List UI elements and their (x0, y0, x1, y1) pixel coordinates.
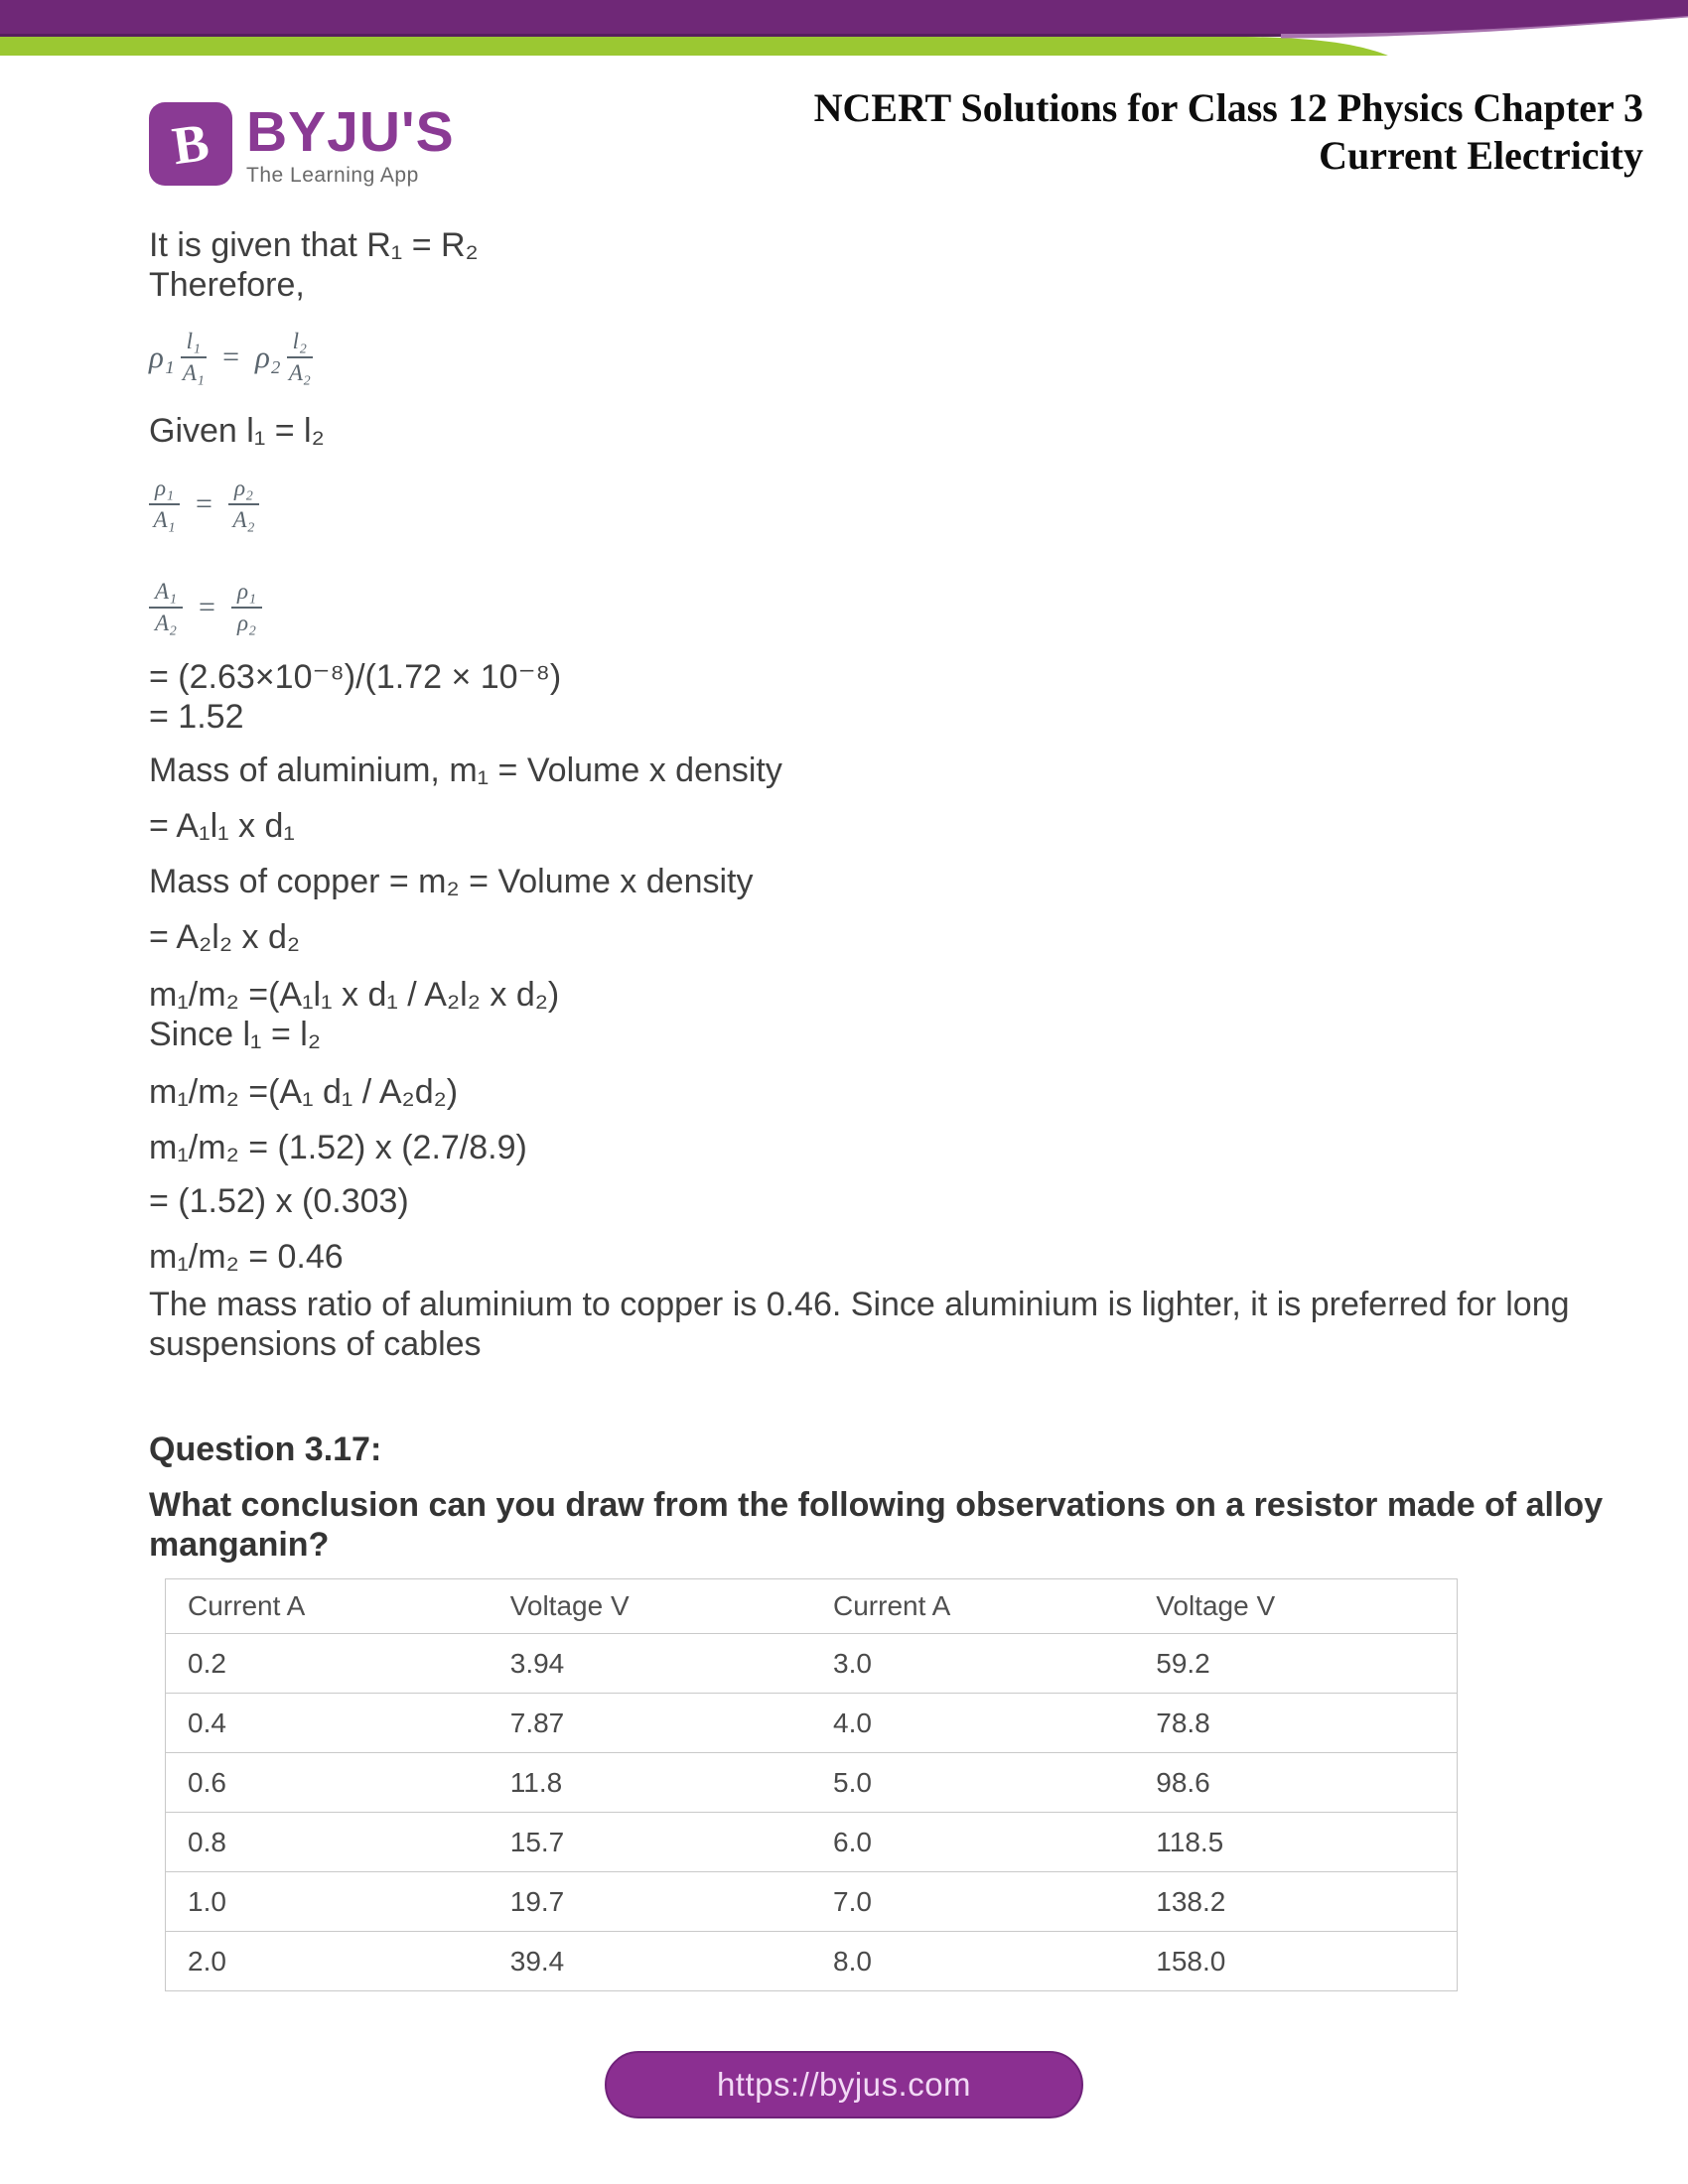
byjus-logo-text (246, 102, 455, 188)
text-line: What conclusion can you draw from the following observations on a resistor made of alloy (149, 1486, 1604, 1524)
text-line: = (2.63×10⁻⁸)/(1.72 × 10⁻⁸) (149, 658, 562, 696)
eq-fraction (231, 578, 262, 637)
table-cell: 4.0 (811, 1694, 1134, 1753)
eq-numerator: ρ₂ (228, 475, 259, 505)
table-cell: 11.8 (489, 1753, 811, 1813)
table-cell: 19.7 (489, 1872, 811, 1932)
footer (149, 2051, 1539, 2118)
table-cell: 7.0 (811, 1872, 1134, 1932)
eq-denominator: A₂ (232, 507, 255, 532)
paragraph-conclusion (149, 1285, 1570, 1364)
eq-denominator: A₁ (153, 507, 176, 532)
table-cell: 78.8 (1134, 1694, 1457, 1753)
eq-numerator: l₂ (287, 328, 313, 358)
text-line: = 1.52 (149, 698, 244, 736)
eq-numerator: l₁ (181, 328, 207, 358)
byjus-logo-icon (149, 102, 232, 186)
text-line: manganin? (149, 1526, 330, 1564)
paragraph-ratio-2: m₁/m₂ =(A₁ d₁ / A₂d₂) (149, 1073, 459, 1111)
solution-content (0, 199, 1688, 2118)
table-header-cell: Current A (811, 1579, 1134, 1634)
byjus-brand-name: BYJU'S (246, 100, 455, 164)
paragraph-given-r (149, 225, 1539, 305)
eq-term: ρ₁ (149, 340, 175, 374)
paragraph-mass-aluminium: Mass of aluminium, m₁ = Volume x density (149, 751, 782, 789)
eq-fraction (149, 578, 183, 637)
document-title (814, 84, 1643, 180)
equation-rho-l-over-a (149, 324, 1539, 391)
table-row (166, 1813, 1458, 1872)
table-cell: 118.5 (1134, 1813, 1457, 1872)
text-line: Since l₁ = l₂ (149, 1016, 322, 1053)
eq-fraction (181, 328, 207, 387)
table-row (166, 1634, 1458, 1694)
byjus-tagline: The Learning App (246, 164, 419, 187)
equation-a-ratio (149, 574, 1539, 641)
eq-fraction (149, 475, 180, 534)
equation-rho-over-a (149, 471, 1539, 538)
table-header-cell: Current A (166, 1579, 489, 1634)
table-cell: 1.0 (166, 1872, 489, 1932)
table-cell: 0.2 (166, 1634, 489, 1694)
table-row (166, 1872, 1458, 1932)
paragraph-calculation (149, 657, 1539, 737)
table-cell: 98.6 (1134, 1753, 1457, 1813)
paragraph-ratio-1 (149, 975, 1539, 1054)
paragraph-ratio-3: m₁/m₂ = (1.52) x (2.7/8.9) (149, 1129, 527, 1166)
text-line: The mass ratio of aluminium to copper is 0.46. Since aluminium is lighter, it is preferred for long (149, 1286, 1570, 1323)
eq-denominator: A₁ (182, 360, 205, 385)
observations-table-head (166, 1579, 1458, 1634)
document-title-line2: Current Electricity (1319, 133, 1643, 178)
table-header-cell: Voltage V (1134, 1579, 1457, 1634)
text-line: It is given that R₁ = R₂ (149, 226, 479, 264)
question-label: Question 3.17: (149, 1431, 382, 1468)
table-cell: 7.87 (489, 1694, 811, 1753)
table-row (166, 1932, 1458, 1991)
text-line: suspensions of cables (149, 1325, 482, 1363)
table-cell: 15.7 (489, 1813, 811, 1872)
byjus-url-button[interactable]: https://byjus.com (605, 2051, 1083, 2118)
paragraph-mass-copper-eq: = A₂l₂ x d₂ (149, 918, 301, 956)
eq-denominator: A₂ (288, 360, 311, 385)
purple-seam (0, 34, 1321, 37)
eq-equals: = (199, 591, 215, 623)
eq-fraction (287, 328, 313, 387)
eq-denominator: ρ₂ (236, 611, 257, 635)
text-line: m₁/m₂ =(A₁l₁ x d₁ / A₂l₂ x d₂) (149, 976, 560, 1014)
text-line: Therefore, (149, 266, 305, 304)
eq-equals: = (222, 341, 239, 373)
table-cell: 0.6 (166, 1753, 489, 1813)
table-cell: 138.2 (1134, 1872, 1457, 1932)
table-cell: 39.4 (489, 1932, 811, 1991)
table-cell: 0.8 (166, 1813, 489, 1872)
table-cell: 6.0 (811, 1813, 1134, 1872)
table-row (166, 1753, 1458, 1813)
observations-table-body (166, 1634, 1458, 1991)
observations-table (165, 1578, 1458, 1991)
document-title-line1: NCERT Solutions for Class 12 Physics Chapter 3 (813, 85, 1643, 130)
purple-band (0, 0, 1688, 34)
paragraph-mass-copper: Mass of copper = m₂ = Volume x density (149, 863, 754, 900)
table-cell: 158.0 (1134, 1932, 1457, 1991)
eq-denominator: A₂ (155, 611, 178, 635)
question-text (149, 1485, 1604, 1565)
eq-equals: = (196, 487, 212, 520)
paragraph-given-l: Given l₁ = l₂ (149, 412, 325, 450)
table-cell: 3.0 (811, 1634, 1134, 1694)
byjus-logo-letter: B (168, 111, 213, 177)
eq-numerator: ρ₁ (231, 578, 262, 609)
table-cell: 2.0 (166, 1932, 489, 1991)
eq-numerator: A₁ (149, 578, 183, 609)
table-header-row (166, 1579, 1458, 1634)
table-row (166, 1694, 1458, 1753)
table-cell: 5.0 (811, 1753, 1134, 1813)
eq-fraction (228, 475, 259, 534)
paragraph-ratio-4: = (1.52) x (0.303) (149, 1182, 409, 1220)
byjus-logo (149, 102, 455, 188)
eq-term: ρ₂ (254, 340, 281, 374)
header-wave-graphic (0, 0, 1688, 79)
table-cell: 3.94 (489, 1634, 811, 1694)
page-header (149, 84, 1643, 199)
green-band (0, 37, 1388, 56)
paragraph-mass-aluminium-eq: = A₁l₁ x d₁ (149, 807, 295, 845)
table-cell: 8.0 (811, 1932, 1134, 1991)
table-header-cell: Voltage V (489, 1579, 811, 1634)
table-cell: 59.2 (1134, 1634, 1457, 1694)
eq-numerator: ρ₁ (149, 475, 180, 505)
paragraph-ratio-5: m₁/m₂ = 0.46 (149, 1238, 344, 1276)
table-cell: 0.4 (166, 1694, 489, 1753)
